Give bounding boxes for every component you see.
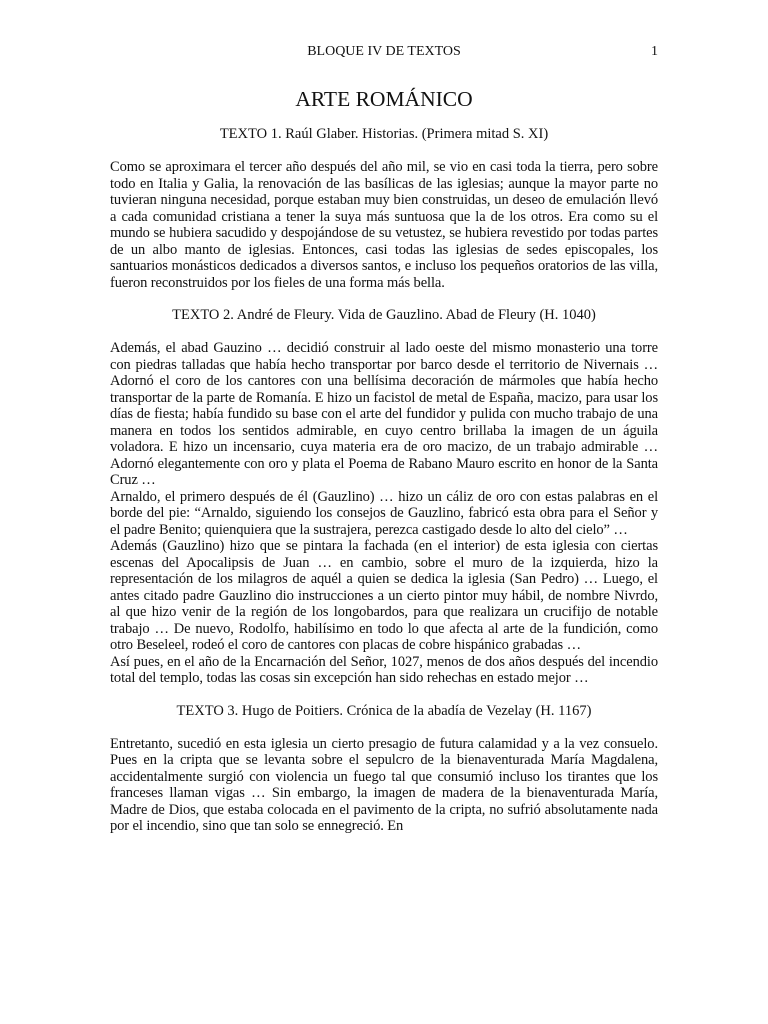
paragraph: Además (Gauzlino) hizo que se pintara la fachada (en el interior) de esta iglesia con ciertas escenas del Apocalipsis de Juan … en cambio, sobre el muro de la izquierda, hizo la representación de los milagros de aquél a quien se dedica la iglesia (San Pedro) … Luego, el antes citado padre Gauzlino dio instrucciones a un cierto pintor muy hábil, de nombre Nivrdo, al que hizo venir de la región de los longobardos, para que realizara un crucifijo de notable trabajo … De nuevo, Rodolfo, habilísimo en todo lo que afecta al arte de la fundición, como otro Beseleel, rodeó el coro de cantores con placas de cobre hispánico grabadas …: [110, 538, 658, 653]
document-title: ARTE ROMÁNICO: [295, 87, 473, 111]
section-texto-2: [110, 307, 658, 687]
section-texto-3: [110, 703, 658, 835]
section-heading: TEXTO 2. André de Fleury. Vida de Gauzlino. Abad de Fleury (H. 1040): [172, 307, 596, 323]
paragraph: Entretanto, sucedió en esta iglesia un cierto presagio de futura calamidad y a la vez consuelo. Pues en la cripta que se levanta sobre el sepulcro de la bienaventurada María Magdalena, accidentalmente surgió con violencia un fuego tal que consumió incluso los tirantes que los franceses llaman vigas … Sin embargo, la imagen de madera de la bienaventurada María, Madre de Dios, que estaba colocada en el pavimento de la cripta, no sufrió absolutamente nada por el incendio, sino que tan solo se ennegreció. En: [110, 735, 658, 834]
section-heading: TEXTO 3. Hugo de Poitiers. Crónica de la abadía de Vezelay (H. 1167): [176, 702, 592, 719]
section-texto-1: [110, 126, 658, 291]
page-header: [0, 42, 768, 62]
document-body: [110, 126, 658, 851]
section-heading: TEXTO 1. Raúl Glaber. Historias. (Primera mitad S. XI): [219, 126, 549, 142]
paragraph: Arnaldo, el primero después de él (Gauzlino) … hizo un cáliz de oro con estas palabras en el borde del pie: “Arnaldo, siguiendo los consejos de Gauzlino, fabricó esta obra para el Señor y el padre Benito; quienquiera que la sustrajera, perezca castigado desde lo alto del cielo” …: [110, 488, 658, 538]
paragraph: Así pues, en el año de la Encarnación del Señor, 1027, menos de dos años después del incendio total del templo, todas las cosas sin excepción han sido rehechas en estado mejor …: [110, 653, 658, 686]
paragraph: Como se aproximara el tercer año después del año mil, se vio en casi toda la tierra, pero sobre todo en Italia y Galia, la renovación de las basílicas de las iglesias; aunque la mayor parte no tuvieran ninguna necesidad, porque estaban muy bien construidas, un deseo de emulación llevó a cada comunidad cristiana a tener la suya más suntuosa que la de los otros. Era como su el mundo se hubiera sacudido y despojándose de su vetustez, se hubiera revestido por todas partes de un albo manto de iglesias. Entonces, casi todas las iglesias de sedes episcopales, los santuarios monásticos dedicados a diversos santos, e incluso los pequeños oratorios de las villa, fueron reconstruidos por los fieles de una forma más bella.: [110, 159, 658, 291]
paragraph: Además, el abad Gauzino … decidió construir al lado oeste del mismo monasterio una torre con piedras talladas que había hecho transportar por barco desde el territorio de Nivernais … Adornó el coro de los cantores con una bellísima decoración de mármoles que había hecho transportar de la parte de Romanía. E hizo un facistol de metal de España, macizo, para usar los días de fiesta; había fundido su base con el arte del fundidor y pulida con mucho trabajo de una manera en todos los sentidos admirable, en cuyo centro brillaba la imagen de un águila voladora. E hizo un incensario, cuya materia era de oro macizo, de un trabajo admirable … Adornó elegantemente con oro y plata el Poema de Rabano Mauro escrito en honor de la Santa Cruz …: [110, 340, 658, 488]
header-title: BLOQUE IV DE TEXTOS: [307, 44, 461, 59]
page-number: 1: [651, 44, 658, 59]
